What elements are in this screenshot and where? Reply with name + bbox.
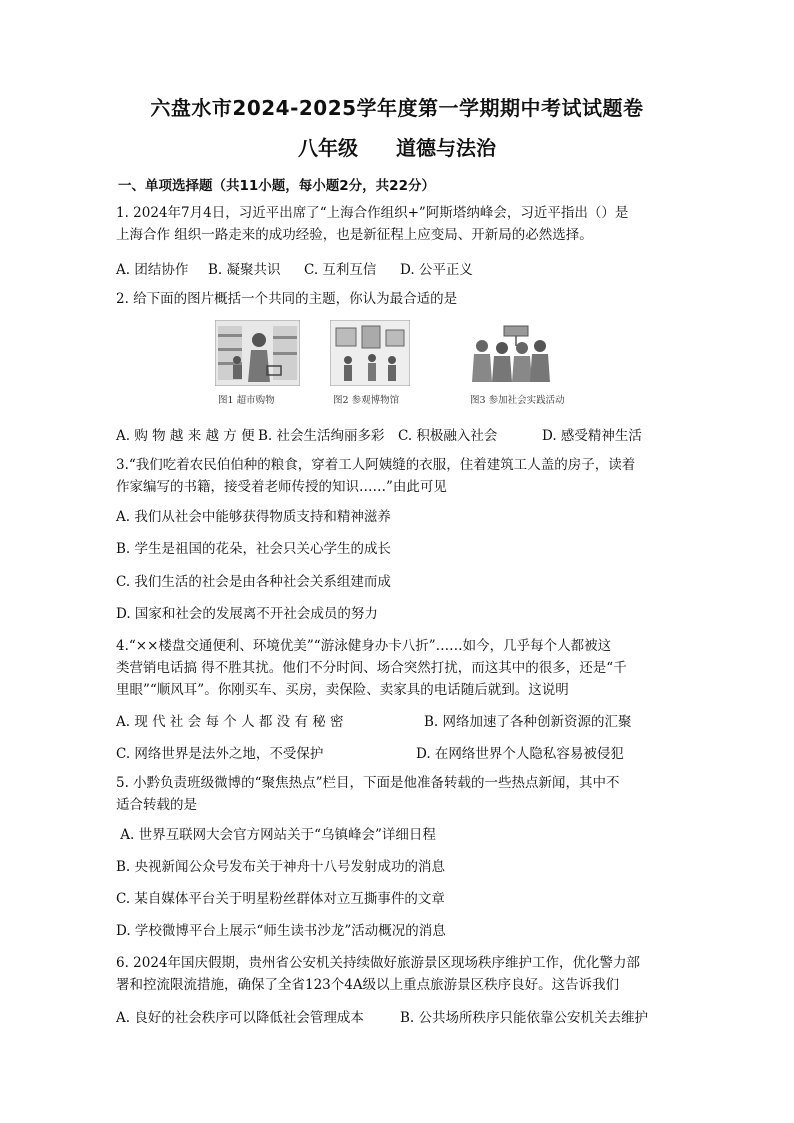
question-3-line-1: 3.“我们吃着农民伯伯种的粮食，穿着工人阿姨缝的衣服，住着建筑工人盖的房子，读着 [116,457,636,473]
figure-supermarket-image [215,320,300,386]
subject-label: 道德与法治 [396,136,496,160]
option-c: C. 互利互信 [304,262,377,278]
question-5-line-2: 适合转载的是 [116,797,197,813]
option-a: A. 购 物 越 来 越 方 便 [116,428,255,444]
section-heading: 一、单项选择题（共11小题，每小题2分，共22分） [118,178,435,194]
question-3-option-d: D. 国家和社会的发展离不开社会成员的努力 [116,606,378,622]
option-b: B. 网络加速了各种创新资源的汇聚 [424,714,632,730]
option-b: B. 凝聚共识 [208,262,281,278]
question-6-line-1: 6. 2024年国庆假期，贵州省公安机关持续做好旅游景区现场秩序维护工作，优化警力部 [116,955,641,971]
option-c: C. 积极融入社会 [398,428,498,444]
question-4-line-1: 4.“××楼盘交通便利、环境优美”“游泳健身办卡八折”……如今，几乎每个人都被这 [116,638,612,654]
option-d: D. 在网络世界个人隐私容易被侵犯 [416,746,624,762]
question-1-line-1: 1. 2024年7月4日，习近平出席了“上海合作组织+”阿斯塔纳峰会，习近平指出（）是 [116,205,629,221]
option-a: A. 团结协作 [116,262,189,278]
question-4-line-2: 类营销电话搞 得不胜其扰。他们不分时间、场合突然打扰，而这其中的很多，还是“千 [116,660,627,676]
option-b: B. 社会生活绚丽多彩 [258,428,385,444]
exam-title: 六盘水市2024-2025学年度第一学期期中考试试题卷 [150,96,644,120]
figure-social-practice-image [468,320,553,386]
question-6-line-2: 署和控流限流措施，确保了全省123个4A级以上重点旅游景区秩序良好。这告诉我们 [116,977,620,993]
figure-1-caption: 图1 超市购物 [218,395,275,406]
question-5-option-d: D. 学校微博平台上展示“师生读书沙龙”活动概况的消息 [116,923,446,939]
question-3-option-c: C. 我们生活的社会是由各种社会关系组建而成 [116,574,391,590]
question-3-option-a: A. 我们从社会中能够获得物质支持和精神滋养 [116,509,391,525]
question-3-option-b: B. 学生是祖国的花朵，社会只关心学生的成长 [116,541,392,557]
question-5-option-a: A. 世界互联网大会官方网站关于“乌镇峰会”详细日程 [116,827,436,843]
figure-2-caption: 图2 参观博物馆 [333,395,400,406]
figure-museum-image [330,320,410,386]
question-5-option-c: C. 某自媒体平台关于明星粉丝群体对立互撕事件的文章 [116,891,445,907]
option-d: D. 公平正义 [400,262,473,278]
option-b: B. 公共场所秩序只能依靠公安机关去维护 [400,1010,649,1026]
option-a: A. 良好的社会秩序可以降低社会管理成本 [116,1010,364,1026]
exam-subtitle [0,132,794,161]
figure-3-caption: 图3 参加社会实践活动 [470,395,565,406]
question-3-line-2: 作家编写的书籍，接受着老师传授的知识……”由此可见 [116,479,447,495]
question-2-figures [212,320,642,412]
question-4-line-3: 里眼”“顺风耳”。你刚买车、买房，卖保险、卖家具的电话随后就到。这说明 [116,682,569,698]
option-c: C. 网络世界是法外之地，不受保护 [116,746,324,762]
option-d: D. 感受精神生活 [542,428,642,444]
question-1-line-2: 上海合作 组织一路走来的成功经验，也是新征程上应变局、开新局的必然选择。 [116,227,593,243]
question-5-option-b: B. 央视新闻公众号发布关于神舟十八号发射成功的消息 [116,859,446,875]
question-2-line-1: 2. 给下面的图片概括一个共同的主题，你认为最合适的是 [116,291,458,307]
grade-label: 八年级 [298,136,358,160]
option-a: A. 现 代 社 会 每 个 人 都 没 有 秘 密 [116,714,344,730]
question-5-line-1: 5. 小黔负责班级微博的“聚焦热点”栏目，下面是他准备转载的一些热点新闻，其中不 [116,775,620,791]
